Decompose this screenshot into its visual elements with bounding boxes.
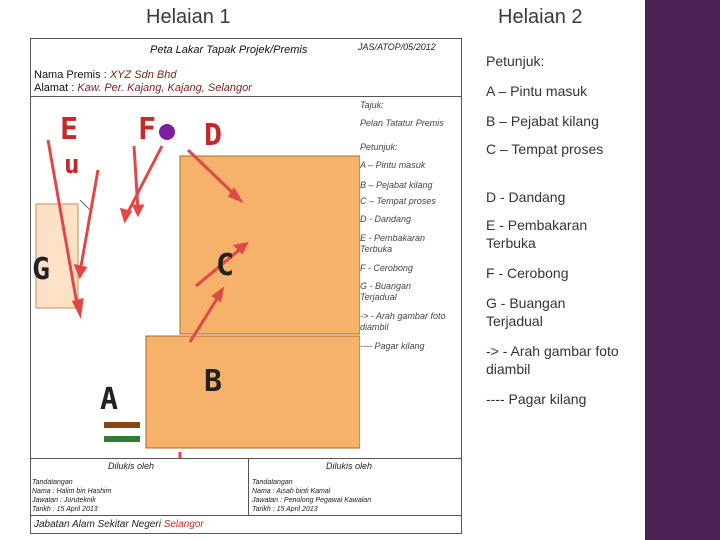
sig-right-head: Tandatangan [252, 479, 293, 486]
arrow-2 [80, 170, 98, 272]
side-item-f: F - Cerobong [486, 265, 569, 281]
arrowhead-4 [122, 210, 130, 220]
dilukis-left: Dilukis oleh [108, 461, 155, 471]
side-item-c: C – Tempat proses [486, 141, 604, 157]
legend-item-e: E - Pembakaran Terbuka [360, 233, 426, 254]
signature-divider [248, 458, 249, 515]
label-a: A [100, 382, 119, 417]
label-u: u [64, 150, 80, 180]
gate-bar-green [104, 436, 140, 442]
legend-item-a: A – Pintu masuk [360, 160, 426, 170]
arrow-4 [126, 146, 162, 216]
premis-value: XYZ Sdn Bhd [109, 69, 177, 81]
cerobong-dot [159, 124, 175, 140]
footer-divider [30, 458, 462, 459]
office-block-b [146, 336, 360, 448]
side-item-a: A – Pintu masuk [486, 83, 588, 99]
tick-mark [80, 200, 90, 210]
decorative-side-bar [645, 0, 720, 540]
alamat-label: Alamat : [34, 82, 75, 94]
footer-bottom-divider [30, 515, 462, 516]
legend-item-b: B – Pejabat kilang [360, 180, 433, 190]
sig-left-name: Nama : Halim bin Hashim [32, 488, 112, 495]
footer-agency-state: Selangor [163, 519, 204, 530]
sig-right-tarikh: Tarikh : 15 April 2013 [252, 506, 318, 513]
legend-item-g: G - Buangan Terjadual [360, 281, 412, 302]
side-petunjuk-label: Petunjuk: [486, 53, 545, 69]
label-b: B [204, 364, 223, 399]
alamat-value: Kaw. Per. Kajang, Kajang, Selangor [77, 82, 252, 94]
sig-right-name: Nama : Aisah binti Kamal [252, 488, 331, 495]
sheet-title: Peta Lakar Tapak Projek/Premis [150, 44, 308, 56]
side-item-arrow: -> - Arah gambar foto diambil [486, 343, 619, 377]
premis-label: Nama Premis : [34, 69, 107, 81]
side-item-b: B – Pejabat kilang [486, 113, 599, 129]
sig-left-tarikh: Tarikh : 15 April 2013 [32, 506, 98, 513]
side-item-fence: ---- Pagar kilang [486, 391, 587, 407]
side-item-d: D - Dandang [486, 189, 566, 205]
legend-item-fence: ---- Pagar kilang [360, 341, 425, 351]
gate-bar-brown [104, 422, 140, 428]
alamat-line [34, 82, 252, 94]
sig-right-jawatan: Jawatan : Penolong Pegawai Kawalan [252, 497, 372, 504]
sig-left-head: Tandatangan [32, 479, 73, 486]
premis-line [34, 69, 176, 81]
legend-item-c: C – Tempat proses [360, 196, 436, 206]
footer-agency [34, 519, 204, 530]
tajuk-value: Pelan Tatatur Premis [360, 118, 444, 128]
label-g: G [32, 252, 51, 287]
label-f: F [138, 112, 157, 147]
signature-left [32, 478, 111, 514]
arrowhead-3 [134, 206, 142, 214]
signature-right [252, 478, 371, 514]
legend-item-d: D - Dandang [360, 214, 412, 224]
label-c: C [216, 248, 235, 283]
heading-helaian-2: Helaian 2 [498, 6, 583, 28]
process-area-c [180, 156, 360, 334]
legend-label: Petunjuk: [360, 142, 398, 152]
arrowhead-1 [74, 300, 82, 314]
legend-item-f: F - Cerobong [360, 263, 413, 273]
tajuk-label: Tajuk: [360, 100, 384, 110]
side-item-g: G - Buangan Terjadual [486, 295, 566, 329]
heading-helaian-1: Helaian 1 [146, 6, 231, 28]
label-d: D [204, 118, 223, 153]
label-e: E [60, 112, 79, 147]
footer-agency-prefix: Jabatan Alam Sekitar Negeri [34, 519, 164, 530]
legend-item-arrow: -> - Arah gambar foto diambil [360, 311, 446, 332]
side-item-e: E - Pembakaran Terbuka [486, 217, 588, 251]
sheet-code: JAS/ATOP/05/2012 [358, 42, 436, 52]
sig-left-jawatan: Jawatan : Juruteknik [32, 497, 96, 504]
dilukis-right: Dilukis oleh [326, 461, 373, 471]
